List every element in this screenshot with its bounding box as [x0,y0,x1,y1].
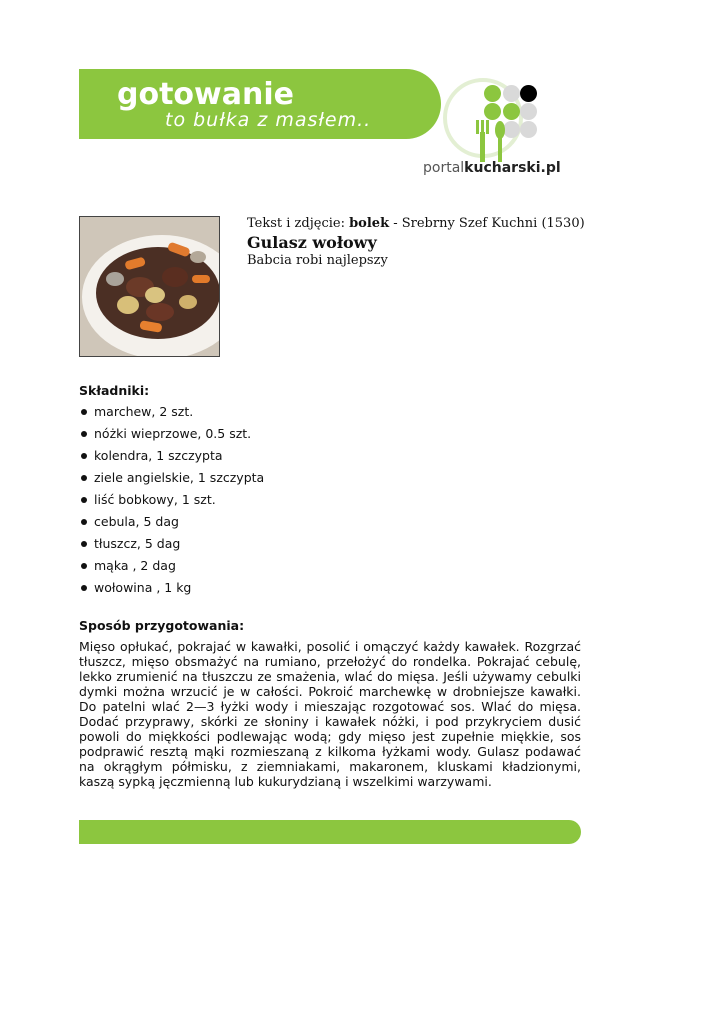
header-banner [79,69,441,139]
bullet-icon [81,475,87,481]
recipe-tagline: Babcia robi najlepszy [247,253,388,268]
ingredient-label: ziele angielskie, 1 szczypta [94,470,265,485]
list-item [79,423,264,445]
ingredient-label: liść bobkowy, 1 szt. [94,492,216,507]
banner-subtitle: to bułka z masłem.. [165,109,372,131]
bullet-icon [81,409,87,415]
ingredient-label: wołowina , 1 kg [94,580,192,595]
bullet-icon [81,585,87,591]
ingredient-label: marchew, 2 szt. [94,404,194,419]
logo-dot [520,85,537,102]
bullet-icon [81,497,87,503]
footer-bar [79,820,581,844]
recipe-photo [79,216,220,357]
preparation-heading: Sposób przygotowania: [79,618,245,633]
ingredient-label: cebula, 5 dag [94,514,179,529]
ingredients-list [79,401,264,599]
logo-dot [503,85,520,102]
logo-dot [520,121,537,138]
list-item [79,401,264,423]
fork-spoon-icon [470,120,510,165]
author-link[interactable]: bolek [349,216,390,231]
bullet-icon [81,453,87,459]
preparation-text: Mięso opłukać, pokrajać w kawałki, posolić i omączyć każdy kawałek. Rozgrzać tłuszcz, mięso obsmażyć na rumiano, przełożyć do rondelka. Pokrajać cebulę, lekko zrumienić na tłuszczu ze smażenia, wlać do mięsa. Jeśli używamy cebulki dymki można wrzucić je w całości. Pokroić marchewkę w drobniejsze kawałki. Do patelni wlać 2—3 łyżki wody i mieszając rozgotować sos. Wlać do mięsa. Dodać przyprawy, skórki ze słoniny i kawałek nóżki, i pod przykryciem dusić powoli do miękkości podlewając wodą; gdy mięso jest zupełnie miękkie, sos podprawić resztą mąki rozmieszaną z kilkoma łyżkami wody. Gulasz podawać na okrągłym półmisku, z ziemniakami, makaronem, kluskami kładzionymi, kaszą sypką jęczmienną lub kukurydzianą i wszelkimi warzywami. [79,639,581,789]
list-item [79,533,264,555]
logo-brand: kucharski.pl [464,160,561,176]
logo-dot [484,85,501,102]
banner-title: gotowanie [117,77,294,112]
recipe-title: Gulasz wołowy [247,233,377,252]
portal-logo[interactable] [423,58,580,183]
list-item [79,489,264,511]
ingredient-label: nóżki wieprzowe, 0.5 szt. [94,426,252,441]
bullet-icon [81,563,87,569]
credit-prefix: Tekst i zdjęcie: [247,216,350,231]
logo-dot [484,103,501,120]
recipe-credit [247,216,585,231]
ingredients-heading: Składniki: [79,383,150,398]
goulash-image [80,217,219,356]
ingredient-label: mąka , 2 dag [94,558,176,573]
list-item [79,445,264,467]
bullet-icon [81,431,87,437]
list-item [79,511,264,533]
bullet-icon [81,541,87,547]
credit-suffix: - Srebrny Szef Kuchni (1530) [389,216,585,231]
recipe-meta [247,216,585,268]
bullet-icon [81,519,87,525]
list-item [79,467,264,489]
list-item [79,555,264,577]
ingredient-label: kolendra, 1 szczypta [94,448,223,463]
logo-dot [503,103,520,120]
ingredient-label: tłuszcz, 5 dag [94,536,181,551]
logo-prefix: portal [423,160,465,176]
logo-text [423,160,561,176]
logo-dot [520,103,537,120]
list-item [79,577,264,599]
